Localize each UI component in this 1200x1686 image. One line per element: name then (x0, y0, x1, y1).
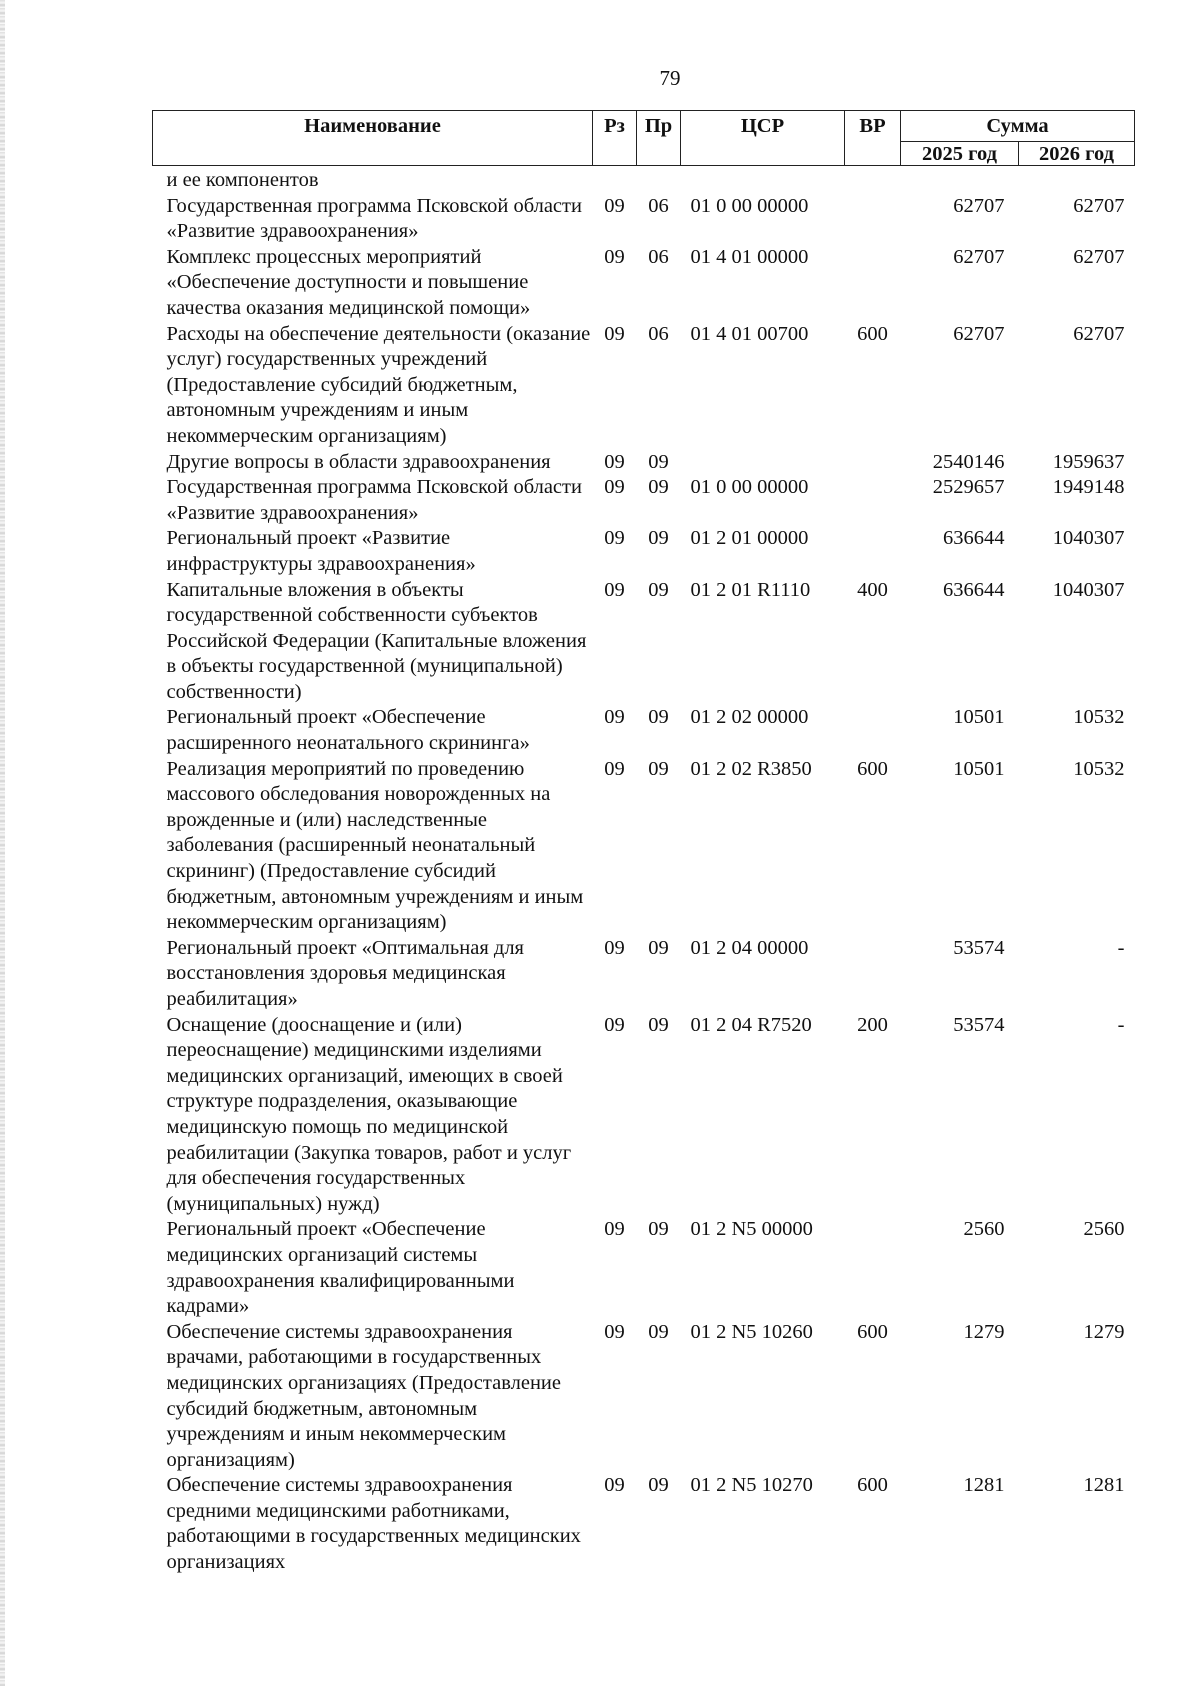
cell-sum-2026: 1279 (1083, 1320, 1125, 1343)
table-row (153, 475, 1135, 526)
cell-pr: 09 (648, 476, 669, 499)
cell-name: Региональный проект «Развитие инфраструктуры здравоохранения» (166, 527, 476, 575)
cell-csr: 01 2 N5 10260 (690, 1320, 813, 1343)
cell-name: Другие вопросы в области здравоохранения (166, 450, 551, 473)
cell-sum-2025: 2529657 (932, 476, 1005, 499)
cell-sum-2026: - (1117, 1013, 1125, 1036)
cell-vr (845, 526, 901, 577)
cell-vr (845, 245, 901, 322)
cell-csr (681, 166, 845, 194)
cell-sum-2025 (901, 166, 1019, 194)
cell-name: Комплекс процессных мероприятий «Обеспечение доступности и повышение качества оказания медицинской помощи» (166, 245, 531, 319)
cell-vr (845, 450, 901, 476)
cell-csr: 01 2 04 R7520 (690, 1013, 812, 1036)
cell-csr: 01 0 00 00000 (690, 194, 809, 217)
table-row (153, 166, 1135, 194)
cell-vr (845, 475, 901, 526)
cell-sum-2025: 62707 (953, 194, 1005, 217)
cell-rz: 09 (604, 1320, 625, 1343)
page-number: 79 (659, 66, 681, 90)
cell-pr: 09 (648, 1013, 669, 1036)
cell-sum-2025: 62707 (953, 245, 1005, 268)
cell-pr (637, 166, 681, 194)
cell-pr: 09 (648, 936, 669, 959)
table-body (153, 166, 1135, 1576)
cell-csr: 01 4 01 00000 (690, 245, 809, 268)
cell-name: Оснащение (дооснащение и (или) переоснащение) медицинскими изделиями медицинских организаций, имеющих в своей структуре подразделения, оказывающие медицинскую помощь по медицинской реабилитации (Закупка товаров, работ и услуг для обеспечения государственных (муниципальных) нужд) (166, 1013, 572, 1215)
cell-rz: 09 (604, 1474, 625, 1497)
cell-sum-2026: 1281 (1083, 1474, 1125, 1497)
cell-csr: 01 2 04 00000 (690, 936, 809, 959)
cell-sum-2025: 53574 (953, 936, 1005, 959)
table-row (153, 578, 1135, 706)
cell-sum-2025: 2540146 (932, 450, 1005, 473)
table-row (153, 245, 1135, 322)
table-row (153, 194, 1135, 245)
cell-csr: 01 4 01 00700 (690, 322, 809, 345)
cell-vr: 400 (857, 578, 888, 601)
table-row (153, 757, 1135, 936)
cell-sum-2026: 1959637 (1052, 450, 1125, 473)
cell-name: Региональный проект «Обеспечение расширенного неонатального скрининга» (166, 706, 530, 755)
cell-vr (845, 166, 901, 194)
cell-csr (681, 450, 845, 476)
cell-sum-2025: 10501 (953, 757, 1005, 780)
cell-sum-2026: 10532 (1073, 757, 1125, 780)
cell-sum-2026: 1949148 (1052, 476, 1125, 499)
cell-rz: 09 (604, 322, 625, 345)
cell-pr: 09 (648, 527, 669, 550)
header-rz: Рз (593, 111, 637, 166)
cell-vr (845, 936, 901, 1013)
table-row (153, 1473, 1135, 1575)
cell-sum-2025: 1279 (963, 1320, 1005, 1343)
table-header (153, 111, 1135, 166)
cell-pr: 09 (648, 1218, 669, 1241)
cell-sum-2026: - (1117, 936, 1125, 959)
header-name: Наименование (153, 111, 593, 166)
header-sum: Сумма (901, 111, 1135, 142)
cell-rz: 09 (604, 476, 625, 499)
cell-sum-2026: 62707 (1073, 322, 1125, 345)
cell-pr: 06 (648, 322, 669, 345)
table-row (153, 526, 1135, 577)
cell-pr: 09 (648, 578, 669, 601)
cell-name: Обеспечение системы здравоохранения врачами, работающими в государственных медицинских организациях (Предоставление субсидий бюджетным, автономным учреждениям и иным некоммерческим организациям) (166, 1320, 561, 1471)
cell-sum-2026 (1019, 166, 1135, 194)
cell-rz (593, 166, 637, 194)
header-csr: ЦСР (681, 111, 845, 166)
cell-name: Государственная программа Псковской области «Развитие здравоохранения» (166, 194, 582, 243)
cell-csr: 01 2 01 R1110 (690, 578, 811, 601)
cell-vr: 600 (857, 1474, 888, 1497)
cell-rz: 09 (604, 578, 625, 601)
cell-pr: 09 (648, 450, 669, 473)
header-year-2026: 2026 год (1019, 142, 1135, 166)
cell-pr: 09 (648, 1320, 669, 1343)
cell-vr: 600 (857, 322, 888, 345)
cell-name: Реализация мероприятий по проведению массового обследования новорожденных на врожденные и (или) наследственные заболевания (расширенный неонатальный скрининг) (Предоставление субсидий бюджетным, автономным учреждениям и иным некоммерческим организациям) (166, 757, 584, 934)
cell-sum-2026: 62707 (1073, 245, 1125, 268)
cell-name: и ее компонентов (166, 169, 319, 191)
cell-csr: 01 2 01 00000 (690, 527, 809, 550)
cell-name: Расходы на обеспечение деятельности (оказание услуг) государственных учреждений (Предоставление субсидий бюджетным, автономным учреждениям и иным некоммерческим организациям) (166, 322, 591, 447)
cell-pr: 06 (648, 245, 669, 268)
scan-edge (0, 0, 5, 1686)
cell-sum-2025: 636644 (943, 578, 1005, 601)
cell-sum-2026: 2560 (1083, 1218, 1125, 1241)
cell-rz: 09 (604, 245, 625, 268)
table-row (153, 705, 1135, 756)
cell-name: Капитальные вложения в объекты государственной собственности субъектов Российской Федерации (Капитальные вложения в объекты государственной (муниципальной) собственности) (166, 578, 587, 703)
cell-rz: 09 (604, 194, 625, 217)
table-row (153, 936, 1135, 1013)
cell-name: Обеспечение системы здравоохранения средними медицинскими работниками, работающими в государственных медицинских организациях (166, 1474, 581, 1574)
cell-pr: 06 (648, 194, 669, 217)
cell-vr: 600 (857, 1320, 888, 1343)
header-vr: ВР (845, 111, 901, 166)
cell-vr (845, 705, 901, 756)
cell-rz: 09 (604, 936, 625, 959)
cell-csr: 01 2 02 R3850 (690, 757, 812, 780)
cell-sum-2025: 2560 (963, 1218, 1005, 1241)
cell-sum-2025: 10501 (953, 706, 1005, 729)
cell-vr (845, 1217, 901, 1319)
table-row (153, 1320, 1135, 1474)
cell-sum-2025: 53574 (953, 1013, 1005, 1036)
table-row (153, 1217, 1135, 1319)
cell-sum-2025: 1281 (963, 1474, 1005, 1497)
cell-rz: 09 (604, 450, 625, 473)
cell-sum-2025: 636644 (943, 527, 1005, 550)
cell-sum-2026: 62707 (1073, 194, 1125, 217)
cell-csr: 01 2 02 00000 (690, 706, 809, 729)
cell-pr: 09 (648, 1474, 669, 1497)
cell-vr (845, 194, 901, 245)
cell-csr: 01 2 N5 10270 (690, 1474, 813, 1497)
table-row (153, 450, 1135, 476)
table-row (153, 322, 1135, 450)
cell-sum-2025: 62707 (953, 322, 1005, 345)
cell-vr: 200 (857, 1013, 888, 1036)
table-row (153, 1013, 1135, 1218)
cell-sum-2026: 1040307 (1052, 578, 1125, 601)
cell-rz: 09 (604, 1013, 625, 1036)
cell-pr: 09 (648, 757, 669, 780)
cell-csr: 01 2 N5 00000 (690, 1218, 813, 1241)
cell-sum-2026: 1040307 (1052, 527, 1125, 550)
cell-pr: 09 (648, 706, 669, 729)
cell-name: Региональный проект «Обеспечение медицинских организаций системы здравоохранения квалифицированными кадрами» (166, 1218, 515, 1318)
cell-rz: 09 (604, 706, 625, 729)
cell-name: Государственная программа Псковской области «Развитие здравоохранения» (166, 476, 582, 524)
cell-rz: 09 (604, 527, 625, 550)
header-year-2025: 2025 год (901, 142, 1019, 166)
header-pr: Пр (637, 111, 681, 166)
cell-name: Региональный проект «Оптимальная для восстановления здоровья медицинская реабилитация» (166, 936, 524, 1010)
cell-sum-2026: 10532 (1073, 706, 1125, 729)
cell-vr: 600 (857, 757, 888, 780)
cell-csr: 01 0 00 00000 (690, 476, 809, 499)
cell-rz: 09 (604, 757, 625, 780)
cell-rz: 09 (604, 1218, 625, 1241)
budget-table (152, 110, 1135, 1576)
